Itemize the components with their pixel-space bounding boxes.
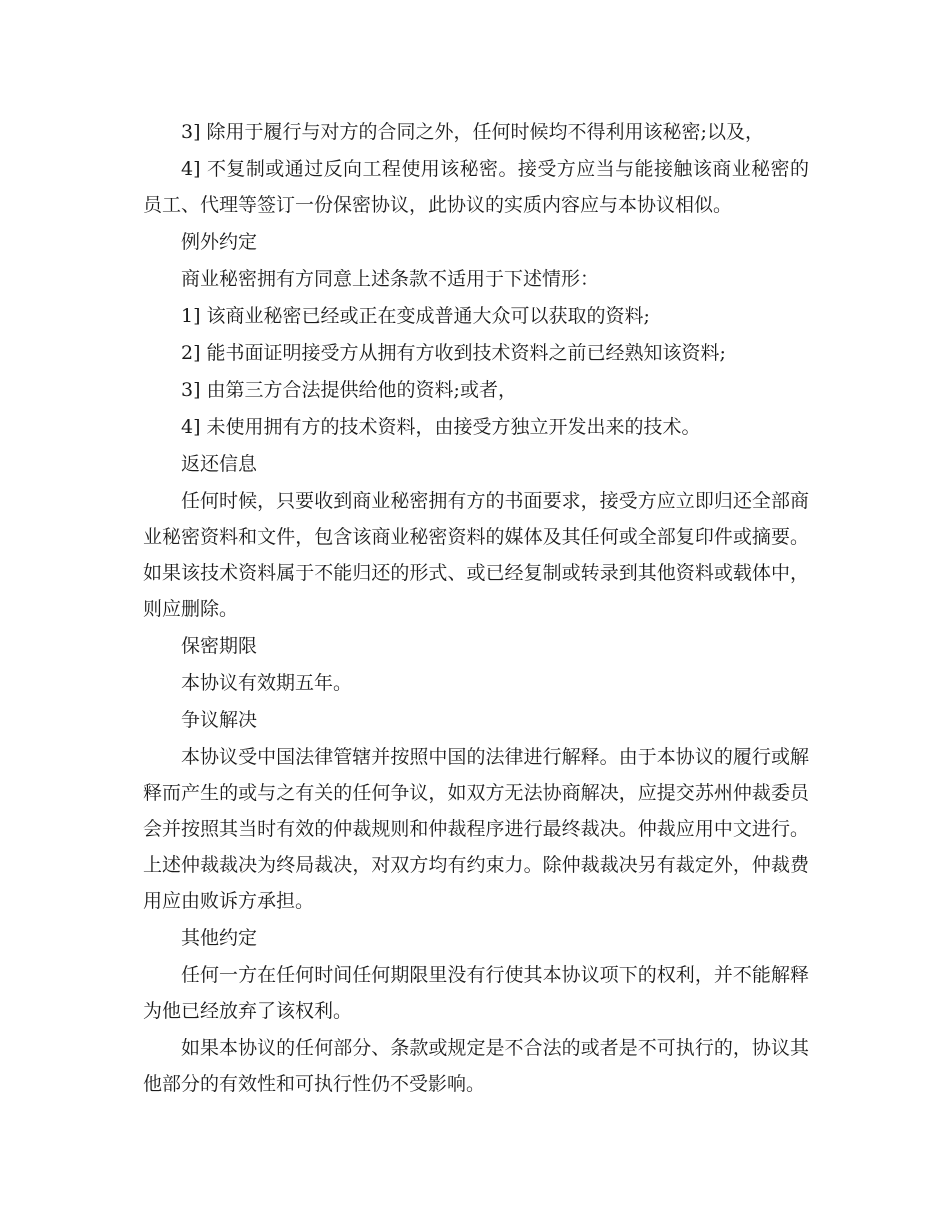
return-info-body: 任何时候，只要收到商业秘密拥有方的书面要求，接受方应立即归还全部商业秘密资料和文件，包含该商业秘密资料的媒体及其任何或全部复印件或摘要。如果该技术资料属于不能归还的形式、或已经复制或转录到其他资料或载体中，则应删除。 (143, 490, 809, 620)
section-heading-exceptions: 例外约定 (181, 231, 258, 253)
term-body: 本协议有效期五年。 (181, 672, 353, 694)
document-body (143, 114, 809, 1103)
other-body-1: 任何一方在任何时间任何期限里没有行使其本协议项下的权利，并不能解释为他已经放弃了该权利。 (143, 964, 809, 1022)
dispute-body: 本协议受中国法律管辖并按照中国的法律进行解释。由于本协议的履行或解释而产生的或与之有关的任何争议，如双方无法协商解决，应提交苏州仲裁委员会并按照其当时有效的仲裁规则和仲裁程序进行最终裁决。仲裁应用中文进行。上述仲裁裁决为终局裁决，对双方均有约束力。除仲裁裁决另有裁定外，仲裁费用应由败诉方承担。 (143, 746, 809, 912)
other-body-2: 如果本协议的任何部分、条款或规定是不合法的或者是不可执行的，协议其他部分的有效性和可执行性仍不受影响。 (143, 1037, 809, 1095)
exceptions-intro: 商业秘密拥有方同意上述条款不适用于下述情形： (181, 268, 600, 290)
section-heading-term: 保密期限 (181, 635, 258, 657)
clause-3-no-use: 3] 除用于履行与对方的合同之外，任何时候均不得利用该秘密;以及， (181, 121, 764, 143)
clause-4-no-copy: 4] 不复制或通过反向工程使用该秘密。接受方应当与能接触该商业秘密的员工、代理等签订一份保密协议，此协议的实质内容应与本协议相似。 (143, 158, 809, 216)
section-heading-dispute: 争议解决 (181, 709, 258, 731)
exception-item-1: 1] 该商业秘密已经或正在变成普通大众可以获取的资料; (181, 305, 650, 327)
exception-item-2: 2] 能书面证明接受方从拥有方收到技术资料之前已经熟知该资料; (181, 342, 726, 364)
exception-item-3: 3] 由第三方合法提供给他的资料;或者， (181, 379, 517, 401)
exception-item-4: 4] 未使用拥有方的技术资料，由接受方独立开发出来的技术。 (181, 416, 701, 438)
section-heading-other: 其他约定 (181, 927, 258, 949)
section-heading-return-info: 返还信息 (181, 453, 258, 475)
